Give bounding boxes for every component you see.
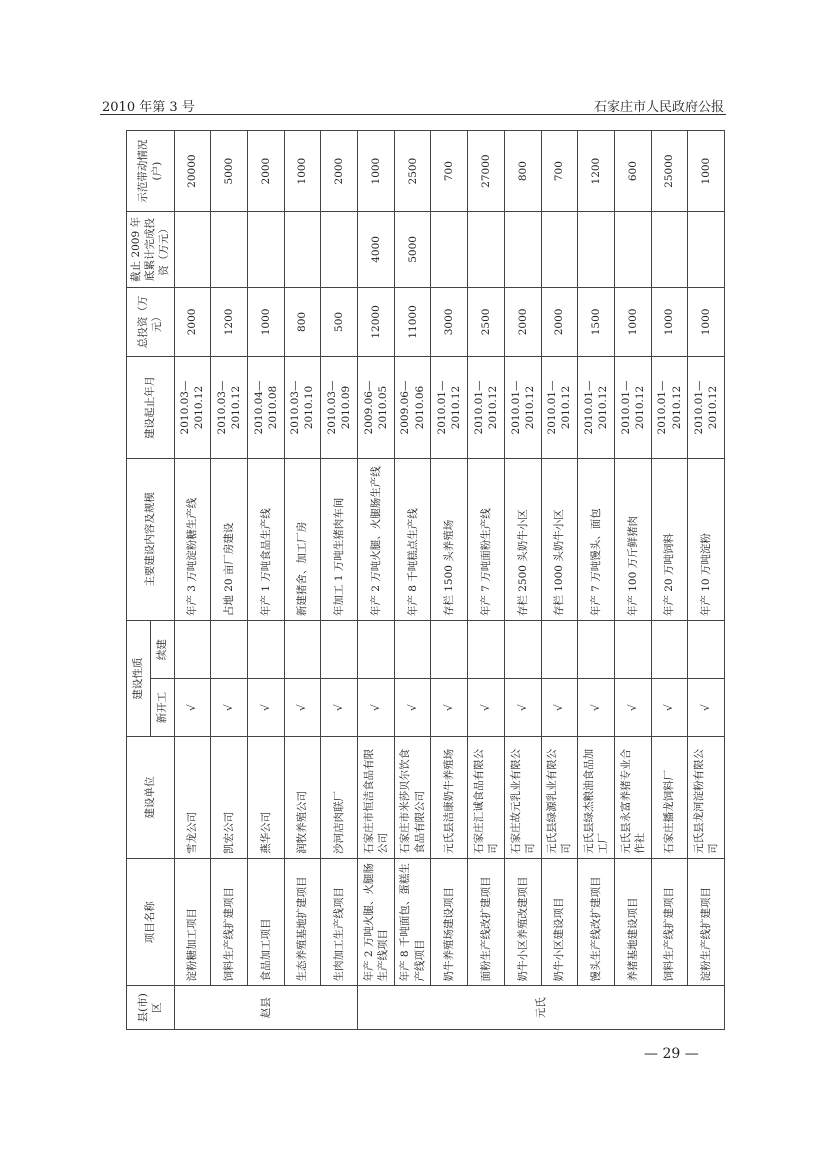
done-cell	[614, 212, 651, 287]
col-demo: 示范带动情况(户)	[127, 131, 175, 212]
period-cell: 2010.01—2010.12	[578, 357, 615, 459]
unit-cell: 元氏县龙河淀粉有限公司	[688, 737, 725, 859]
invest-cell: 800	[284, 287, 321, 357]
demo-cell: 700	[541, 131, 578, 212]
demo-cell: 1000	[284, 131, 321, 212]
table-row	[614, 131, 651, 1030]
new-cell: √	[211, 679, 248, 737]
col-name: 项目名称	[127, 858, 175, 986]
new-cell: √	[614, 679, 651, 737]
invest-cell: 1500	[578, 287, 615, 357]
cont-cell	[614, 621, 651, 679]
name-cell: 馒头生产线改扩建项目	[578, 858, 615, 986]
invest-cell: 1000	[688, 287, 725, 357]
name-cell: 奶牛养殖场建设项目	[431, 858, 468, 986]
content-cell: 存栏 2500 头奶牛小区	[504, 458, 541, 620]
invest-cell: 1000	[247, 287, 284, 357]
name-cell: 年产 2 万吨火腿、火腿肠生产线项目	[358, 858, 395, 986]
project-table	[126, 130, 725, 1030]
county-cell: 赵县	[174, 986, 358, 1030]
demo-cell: 700	[431, 131, 468, 212]
period-cell: 2010.01—2010.12	[541, 357, 578, 459]
content-cell: 新建猪舍、加工厂房	[284, 458, 321, 620]
done-cell	[578, 212, 615, 287]
journal-issue: 2010 年第 3 号	[102, 100, 195, 115]
unit-cell: 石家庄汇诚食品有限公司	[468, 737, 505, 859]
new-cell: √	[468, 679, 505, 737]
content-cell: 年产 10 万吨淀粉	[688, 458, 725, 620]
table-row	[468, 131, 505, 1030]
done-cell	[284, 212, 321, 287]
period-cell: 2010.01—2010.12	[688, 357, 725, 459]
content-cell: 年产 7 万吨面粉生产线	[468, 458, 505, 620]
unit-cell: 元氏县绿杰粮油食品加工厂	[578, 737, 615, 859]
invest-cell: 2000	[174, 287, 211, 357]
new-cell: √	[541, 679, 578, 737]
demo-cell: 1000	[688, 131, 725, 212]
col-unit: 建设单位	[127, 737, 175, 859]
content-cell: 存栏 1500 头养殖场	[431, 458, 468, 620]
name-cell: 养猪基地建设项目	[614, 858, 651, 986]
demo-cell: 20000	[174, 131, 211, 212]
done-cell	[431, 212, 468, 287]
done-cell	[247, 212, 284, 287]
period-cell: 2010.01—2010.12	[614, 357, 651, 459]
table-body	[174, 131, 725, 1030]
name-cell: 奶牛小区养殖改建项目	[504, 858, 541, 986]
demo-cell: 800	[504, 131, 541, 212]
header-rule	[100, 114, 726, 115]
rotated-table-wrapper	[126, 130, 720, 1030]
county-cell: 元氏	[358, 986, 725, 1030]
new-cell: √	[321, 679, 358, 737]
cont-cell	[578, 621, 615, 679]
unit-cell: 凯宏公司	[211, 737, 248, 859]
table-row	[394, 131, 431, 1030]
new-cell: √	[651, 679, 688, 737]
invest-cell: 3000	[431, 287, 468, 357]
cont-cell	[174, 621, 211, 679]
content-cell: 占地 20 亩厂房建设	[211, 458, 248, 620]
period-cell: 2010.03—2010.10	[284, 357, 321, 459]
invest-cell: 500	[321, 287, 358, 357]
cont-cell	[541, 621, 578, 679]
cont-cell	[651, 621, 688, 679]
invest-cell: 2000	[504, 287, 541, 357]
cont-cell	[504, 621, 541, 679]
new-cell: √	[284, 679, 321, 737]
unit-cell: 石家庄故元乳业有限公司	[504, 737, 541, 859]
col-period: 建设起止年月	[127, 357, 175, 459]
col-county: 县(市)区	[127, 986, 175, 1030]
col-content: 主要建设内容及规模	[127, 458, 175, 620]
period-cell: 2010.01—2010.12	[504, 357, 541, 459]
invest-cell: 12000	[358, 287, 395, 357]
demo-cell: 5000	[211, 131, 248, 212]
done-cell	[174, 212, 211, 287]
invest-cell: 11000	[394, 287, 431, 357]
done-cell	[688, 212, 725, 287]
new-cell: √	[688, 679, 725, 737]
cont-cell	[284, 621, 321, 679]
period-cell: 2010.03—2010.12	[174, 357, 211, 459]
col-cont: 续建	[150, 621, 174, 679]
new-cell: √	[358, 679, 395, 737]
name-cell: 食品加工项目	[247, 858, 284, 986]
table-row	[284, 131, 321, 1030]
invest-cell: 1200	[211, 287, 248, 357]
cont-cell	[468, 621, 505, 679]
demo-cell: 2000	[247, 131, 284, 212]
content-cell: 年产 2 万吨火腿、火腿肠生产线	[358, 458, 395, 620]
content-cell: 年产 7 万吨馒头、面包	[578, 458, 615, 620]
cont-cell	[358, 621, 395, 679]
new-cell: √	[431, 679, 468, 737]
name-cell: 生态养殖基地扩建项目	[284, 858, 321, 986]
new-cell: √	[578, 679, 615, 737]
done-cell: 4000	[358, 212, 395, 287]
unit-cell: 元氏县永富养猪专业合作社	[614, 737, 651, 859]
unit-cell: 雪龙公司	[174, 737, 211, 859]
new-cell: √	[174, 679, 211, 737]
unit-cell: 润牧养殖公司	[284, 737, 321, 859]
done-cell	[541, 212, 578, 287]
name-cell: 淀粉生产线扩建项目	[688, 858, 725, 986]
done-cell	[651, 212, 688, 287]
invest-cell: 1000	[614, 287, 651, 357]
name-cell: 饲料生产线扩建项目	[651, 858, 688, 986]
col-new: 新开工	[150, 679, 174, 737]
table-row	[504, 131, 541, 1030]
new-cell: √	[394, 679, 431, 737]
content-cell: 年产 8 千吨糕点生产线	[394, 458, 431, 620]
demo-cell: 600	[614, 131, 651, 212]
table-row	[541, 131, 578, 1030]
cont-cell	[247, 621, 284, 679]
done-cell	[211, 212, 248, 287]
name-cell: 生肉加工生产线项目	[321, 858, 358, 986]
invest-cell: 1000	[651, 287, 688, 357]
content-cell: 年产 3 万吨淀粉糖生产线	[174, 458, 211, 620]
content-cell: 存栏 1000 头奶牛小区	[541, 458, 578, 620]
period-cell: 2010.01—2010.12	[431, 357, 468, 459]
period-cell: 2009.06—2010.05	[358, 357, 395, 459]
unit-cell: 石家庄播龙饲料厂	[651, 737, 688, 859]
table-row	[651, 131, 688, 1030]
table-row	[578, 131, 615, 1030]
demo-cell: 25000	[651, 131, 688, 212]
col-nature: 建设性质	[127, 621, 151, 737]
unit-cell: 元氏县绿源乳业有限公司	[541, 737, 578, 859]
unit-cell: 石家庄市米莎贝尔饮食食品有限公司	[394, 737, 431, 859]
content-cell: 年加工 1 万吨生猪肉车间	[321, 458, 358, 620]
page-number: — 29 —	[644, 1046, 699, 1062]
done-cell	[468, 212, 505, 287]
demo-cell: 1000	[358, 131, 395, 212]
done-cell	[504, 212, 541, 287]
demo-cell: 2000	[321, 131, 358, 212]
name-cell: 面粉生产线改扩建项目	[468, 858, 505, 986]
content-cell: 年产 1 万吨食品生产线	[247, 458, 284, 620]
demo-cell: 27000	[468, 131, 505, 212]
period-cell: 2010.03—2010.09	[321, 357, 358, 459]
period-cell: 2010.01—2010.12	[651, 357, 688, 459]
name-cell: 饲料生产线扩建项目	[211, 858, 248, 986]
unit-cell: 元氏县洁康奶牛养殖场	[431, 737, 468, 859]
cont-cell	[394, 621, 431, 679]
demo-cell: 1200	[578, 131, 615, 212]
invest-cell: 2000	[541, 287, 578, 357]
name-cell: 年产 8 千吨面包、蛋糕生产线项目	[394, 858, 431, 986]
cont-cell	[321, 621, 358, 679]
done-cell: 5000	[394, 212, 431, 287]
name-cell: 奶牛小区建设项目	[541, 858, 578, 986]
col-done: 截止 2009 年底累计完成投资（万元）	[127, 212, 175, 287]
unit-cell: 沙河店肉联厂	[321, 737, 358, 859]
table-head	[127, 131, 175, 1030]
invest-cell: 2500	[468, 287, 505, 357]
unit-cell: 燕华公司	[247, 737, 284, 859]
name-cell: 淀粉糖加工项目	[174, 858, 211, 986]
cont-cell	[211, 621, 248, 679]
content-cell: 年产 20 万吨饲料	[651, 458, 688, 620]
period-cell: 2010.01—2010.12	[468, 357, 505, 459]
table-row	[247, 131, 284, 1030]
table-row	[358, 131, 395, 1030]
table-row	[688, 131, 725, 1030]
journal-title: 石家庄市人民政府公报	[593, 100, 724, 115]
table-row	[211, 131, 248, 1030]
new-cell: √	[504, 679, 541, 737]
period-cell: 2010.04—2010.08	[247, 357, 284, 459]
table-row	[174, 131, 211, 1030]
table-row	[431, 131, 468, 1030]
cont-cell	[431, 621, 468, 679]
new-cell: √	[247, 679, 284, 737]
demo-cell: 2500	[394, 131, 431, 212]
table-row	[321, 131, 358, 1030]
unit-cell: 石家庄市恒洁食品有限公司	[358, 737, 395, 859]
period-cell: 2009.06—2010.06	[394, 357, 431, 459]
cont-cell	[688, 621, 725, 679]
content-cell: 年产 100 万斤鲜猪肉	[614, 458, 651, 620]
done-cell	[321, 212, 358, 287]
col-invest: 总投资（万元）	[127, 287, 175, 357]
period-cell: 2010.03—2010.12	[211, 357, 248, 459]
